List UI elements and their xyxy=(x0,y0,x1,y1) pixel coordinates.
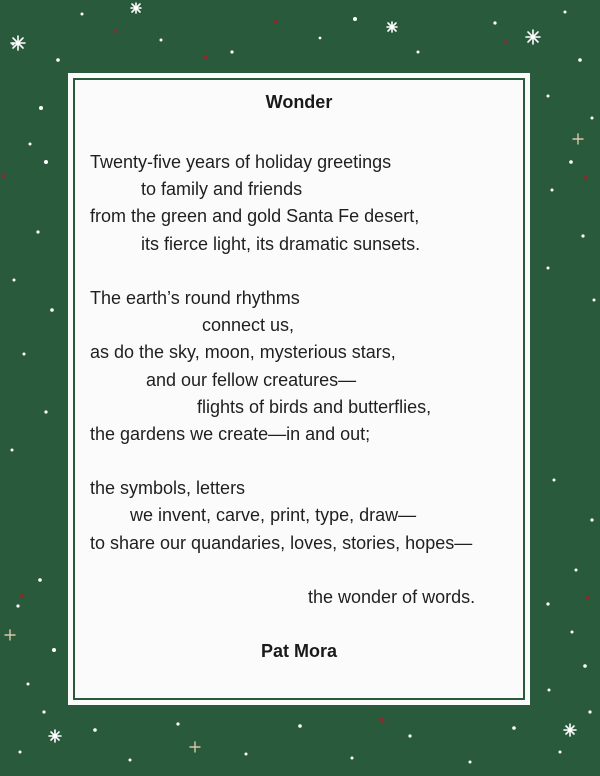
poem-line: from the green and gold Santa Fe desert, xyxy=(90,206,420,227)
poem-title: Wonder xyxy=(265,92,333,112)
poem-line: its fierce light, its dramatic sunsets. xyxy=(141,233,421,254)
poem-line: as do the sky, moon, mysterious stars, xyxy=(90,342,396,363)
stanza-gap xyxy=(90,258,510,285)
poem-line: the gardens we create—in and out; xyxy=(90,423,371,444)
poem-closing-line: the wonder of words. xyxy=(308,587,476,607)
stanza-gap xyxy=(90,557,510,584)
poem-line: to family and friends xyxy=(141,179,303,200)
poem-line: flights of birds and butterflies, xyxy=(197,396,432,417)
poem-line: connect us, xyxy=(202,315,295,336)
poem-line: The earth’s round rhythms xyxy=(90,287,300,308)
poem-card xyxy=(68,73,530,705)
poem-line: the symbols, letters xyxy=(90,478,246,499)
poem-line: Twenty-five years of holiday greetings xyxy=(90,152,392,172)
stanza-gap xyxy=(90,448,510,475)
poem-body xyxy=(90,149,510,611)
poem-line: we invent, carve, print, type, draw— xyxy=(130,505,417,526)
poem-line: and our fellow creatures— xyxy=(146,369,357,390)
poem-author: Pat Mora xyxy=(260,641,338,661)
poem-line: to share our quandaries, loves, stories, hopes— xyxy=(90,532,473,553)
